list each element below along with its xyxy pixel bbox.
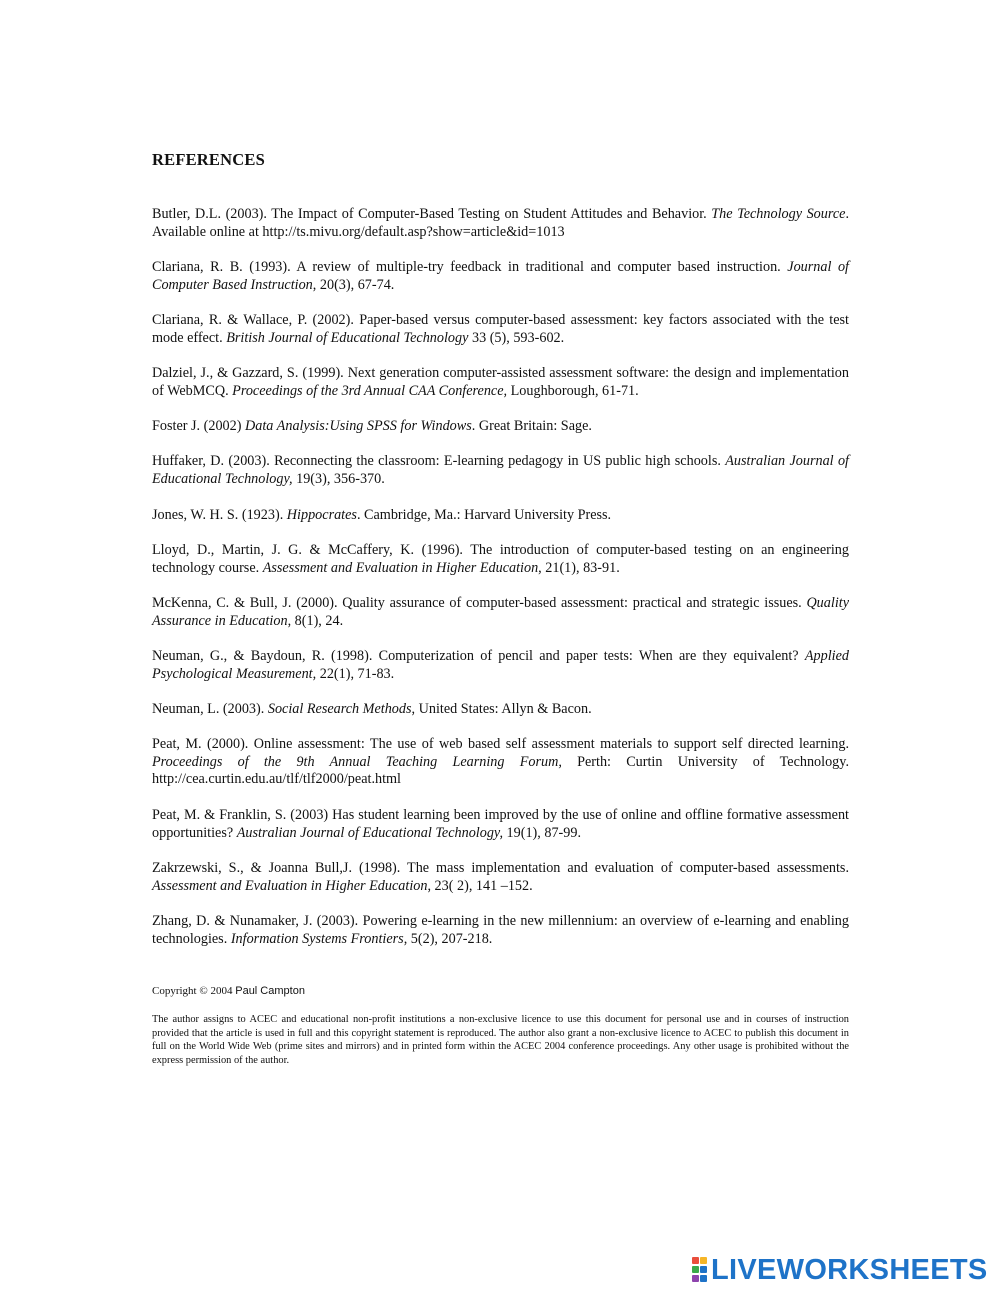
reference-entry [152,807,849,842]
reference-text: , 23( 2), 141 –152. [427,877,533,894]
liveworksheets-logo[interactable] [692,1254,988,1286]
copyright-line [152,984,305,998]
reference-text: , 20(3), 67-74. [312,276,395,293]
reference-source-title: Applied Psychological Measurement, [152,648,849,682]
reference-text: , 21(1), 83-91. [538,559,620,576]
reference-text: Neuman, G., & Baydoun, R. (1998). Computerization of pencil and paper tests: When are they equivalent? [152,648,805,664]
reference-text: 33 (5), 593-602. [468,329,565,346]
reference-text: McKenna, C. & Bull, J. (2000). Quality assurance of computer-based assessment: practical and strategic issues. [152,595,807,611]
liveworksheets-logo-icon [692,1257,708,1283]
reference-entry [152,507,849,525]
reference-text: Clariana, R. & Wallace, P. (2002). Paper-based versus computer-based assessment: key factors associated with the test mode effect. [152,312,849,346]
reference-source-title: The Technology Source [711,206,846,222]
reference-text: 19(1), 87-99. [503,824,582,841]
reference-entry [152,860,849,895]
reference-source-title: Hippocrates [286,507,357,523]
reference-text: , 8(1), 24. [287,612,344,629]
reference-text: Peat, M. & Franklin, S. (2003) Has student learning been improved by the use of online and offline formative assessment opportunities? [152,807,849,841]
reference-text: Neuman, L. (2003). [152,701,268,717]
reference-entry [152,259,849,294]
reference-text: Foster J. (2002) [152,418,246,434]
reference-text: Peat, M. (2000). Online assessment: The use of web based self assessment materials to support self directed learning. [152,736,849,752]
reference-entry [152,701,849,719]
reference-entry [152,542,849,577]
reference-entry [152,595,849,630]
reference-entry [152,648,849,683]
licence-statement: The author assigns to ACEC and educational non-profit institutions a non-exclusive licence to use this document for personal use and in courses of instruction provided that the article is used in full and this copyright statement is reproduced. The author also grant a non-exclusive licence to ACEC to publish this document in full on the World Wide Web (prime sites and mirrors) and in printed form within the ACEC 2004 conference proceedings. Any other usage is prohibited without the express permission of the author. [152,1014,849,1066]
reference-text: . Available online at http://ts.mivu.org/default.asp?show=article&id=1013 [152,206,849,240]
copyright-prefix: Copyright © 2004 [152,985,233,997]
reference-text: 22(1), 71-83. [316,665,395,682]
reference-text: Butler, D.L. (2003). The Impact of Computer-Based Testing on Student Attitudes and Behavior. [152,206,712,222]
liveworksheets-logo-text: LIVEWORKSHEETS [711,1253,988,1286]
reference-entry [152,453,849,488]
reference-text: Zakrzewski, S., & Joanna Bull,J. (1998). The mass implementation and evaluation of computer-based assessments. [152,860,849,876]
reference-entry [152,913,849,948]
reference-entry [152,206,849,241]
references-heading: REFERENCES [152,150,265,169]
reference-entry [152,365,849,400]
reference-source-title: Journal of Computer Based Instruction [152,259,850,293]
reference-text: Lloyd, D., Martin, J. G. & McCaffery, K. (1996). The introduction of computer-based testing on an engineering technology course. [152,542,849,576]
reference-source-title: Data Analysis:Using SPSS for Windows [245,418,472,434]
reference-entry [152,312,849,347]
copyright-author: Paul Campton [235,985,305,997]
reference-text: . Great Britain: Sage. [471,418,592,434]
reference-text: Clariana, R. B. (1993). A review of multiple-try feedback in traditional and computer based instruction. [152,259,788,275]
reference-text: . Cambridge, Ma.: Harvard University Press. [356,507,612,523]
reference-entry [152,418,849,436]
reference-text: , 5(2), 207-218. [403,930,493,947]
reference-entry [152,736,849,789]
reference-source-title: British Journal of Educational Technology [226,329,469,346]
reference-source-title: Australian Journal of Educational Technology, [152,453,849,487]
reference-text: Perth: Curtin University of Technology. http://cea.curtin.edu.au/tlf/tlf2000/peat.html [152,753,849,788]
reference-source-title: Australian Journal of Educational Technology, [236,824,503,841]
reference-text: 19(3), 356-370. [292,470,385,487]
reference-text: Huffaker, D. (2003). Reconnecting the classroom: E-learning pedagogy in US public high schools. [152,453,726,469]
reference-source-title: Proceedings of the 9th Annual Teaching Learning Forum, [152,753,562,770]
reference-text: Dalziel, J., & Gazzard, S. (1999). Next generation computer-assisted assessment software: the design and implementation of WebMCQ. [152,365,849,399]
reference-text: Zhang, D. & Nunamaker, J. (2003). Powering e-learning in the new millennium: an overview of e-learning and enabling technologies. [152,913,849,947]
reference-text: Jones, W. H. S. (1923). [152,507,287,523]
reference-text: , United States: Allyn & Bacon. [411,701,592,717]
reference-source-title: Information Systems Frontiers [230,930,404,947]
reference-source-title: Assessment and Evaluation in Higher Education [262,559,539,576]
reference-source-title: Proceedings of the 3rd Annual CAA Conference, [232,382,508,399]
reference-source-title: Quality Assurance in Education [152,595,849,629]
reference-source-title: Social Research Methods [267,701,412,717]
reference-text: Loughborough, 61-71. [507,382,639,399]
reference-source-title: Assessment and Evaluation in Higher Education [152,877,428,894]
